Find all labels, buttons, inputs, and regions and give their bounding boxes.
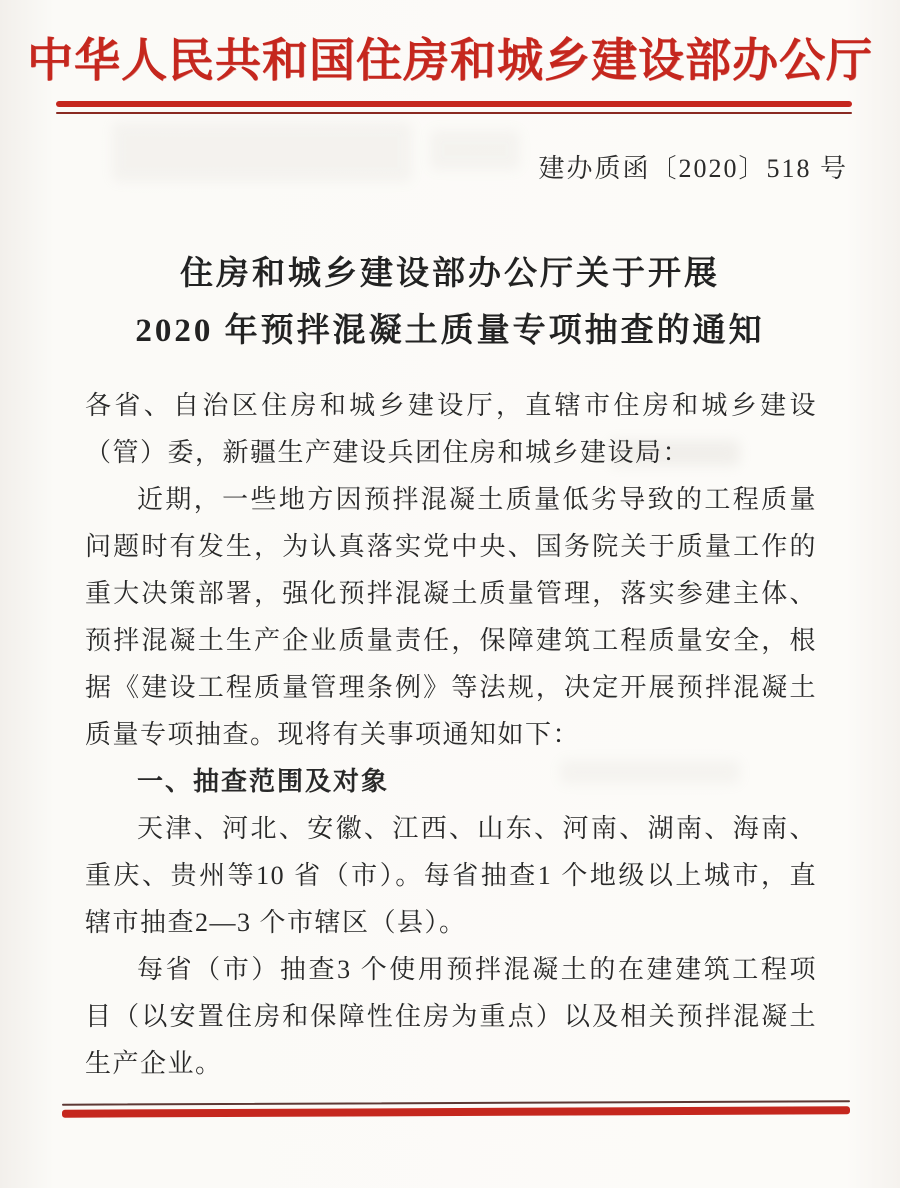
salutation: 各省、自治区住房和城乡建设厅，直辖市住房和城乡建设（管）委，新疆生产建设兵团住房和城乡建设局： — [85, 391, 817, 467]
scan-artifact — [112, 122, 412, 182]
footer-divider — [62, 1102, 850, 1116]
letterhead-divider — [56, 101, 852, 114]
document-title-line1: 住房和城乡建设部办公厅关于开展 — [180, 256, 720, 292]
document-title-line2: 2020 年预拌混凝土质量专项抽查的通知 — [135, 313, 765, 349]
document-body — [85, 382, 817, 1087]
scan-artifact — [430, 130, 520, 170]
footer-divider-thick-line — [62, 1106, 850, 1117]
section-heading-1: 一、抽查范围及对象 — [137, 766, 390, 796]
letterhead-org-name: 中华人民共和国住房和城乡建设部办公厅 — [27, 35, 873, 86]
document-title — [0, 246, 900, 360]
paragraph-scope: 天津、河北、安徽、江西、山东、河南、湖南、海南、重庆、贵州等10 省（市）。每省抽查1 个地级以上城市，直辖市抽查2—3 个市辖区（县）。 — [85, 814, 817, 937]
paragraph-projects: 每省（市）抽查3 个使用预拌混凝土的在建建筑工程项目（以安置住房和保障性住房为重点）以及相关预拌混凝土生产企业。 — [85, 955, 817, 1078]
letterhead-divider-thin-line — [56, 112, 852, 114]
paragraph-intro: 近期，一些地方因预拌混凝土质量低劣导致的工程质量问题时有发生，为认真落实党中央、国务院关于质量工作的重大决策部署，强化预拌混凝土质量管理，落实参建主体、预拌混凝土生产企业质量责任，保障建筑工程质量安全，根据《建设工程质量管理条例》等法规，决定开展预拌混凝土质量专项抽查。现将有关事项通知如下： — [85, 485, 817, 749]
letterhead-divider-thick-line — [56, 101, 852, 107]
footer-divider-thin-line — [62, 1100, 850, 1105]
document-number: 建办质函〔2020〕518 号 — [538, 154, 848, 183]
